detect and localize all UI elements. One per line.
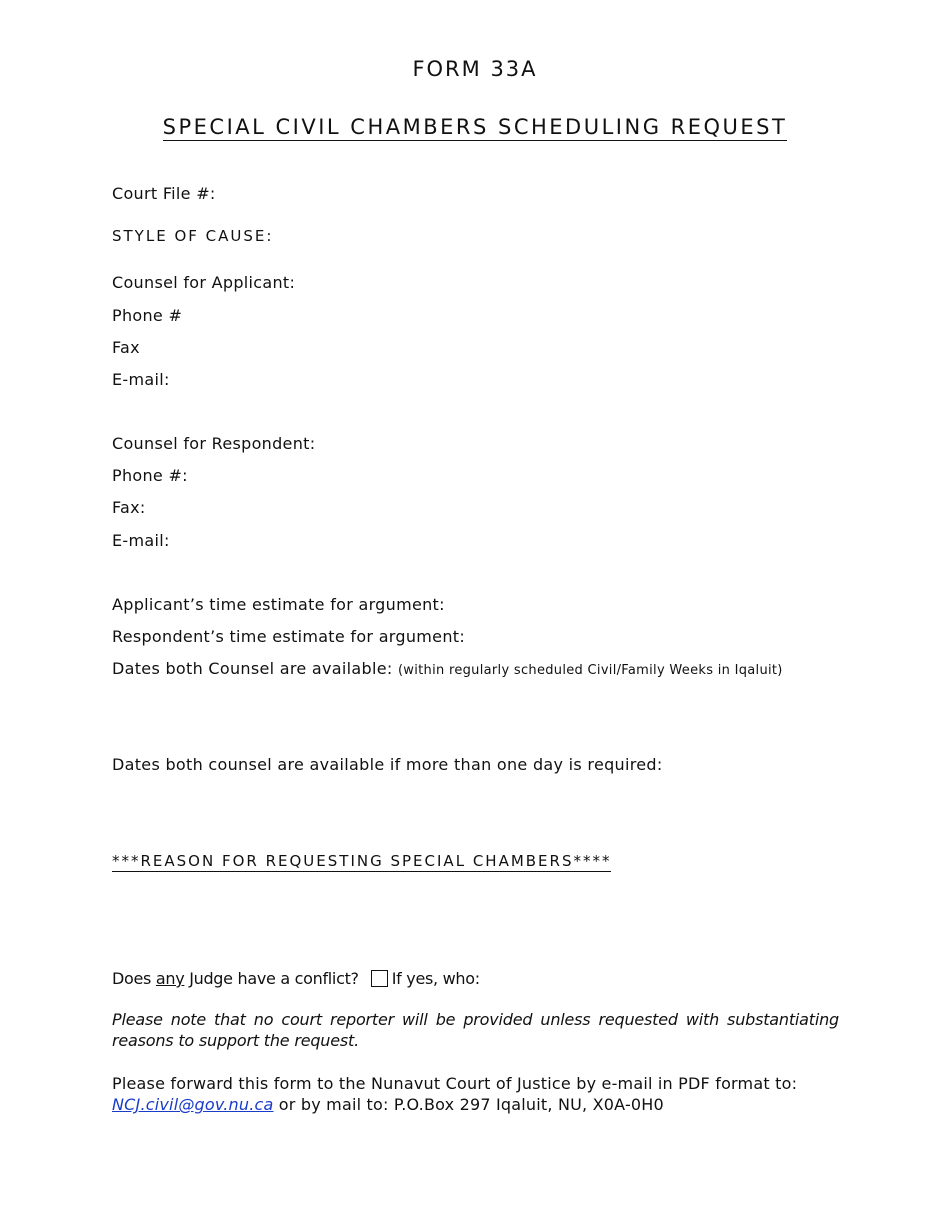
applicant-fax-label: Fax — [112, 338, 140, 357]
respondent-counsel-label: Counsel for Respondent: — [112, 434, 316, 453]
court-file-label: Court File #: — [112, 184, 216, 203]
page-title — [0, 115, 950, 139]
conflict-checkbox[interactable] — [371, 970, 388, 987]
form-number: FORM 33A — [412, 57, 538, 81]
forward-instructions — [112, 1073, 839, 1115]
respondent-phone-label: Phone #: — [112, 466, 188, 485]
applicant-email-label: E-mail: — [112, 370, 170, 389]
dates-available-row — [112, 659, 783, 678]
conflict-question-start: Does — [112, 969, 156, 988]
conflict-followup-label: If yes, who: — [391, 969, 480, 988]
respondent-email-label: E-mail: — [112, 531, 170, 550]
reason-heading — [112, 852, 611, 870]
forward-text: Please forward this form to the Nunavut Court of Justice by e-mail in PDF format to: — [112, 1074, 798, 1093]
conflict-question-row — [112, 969, 480, 988]
dates-available-label: Dates both Counsel are available: — [112, 659, 393, 678]
dates-multi-day-label: Dates both counsel are available if more than one day is required: — [112, 755, 663, 774]
court-reporter-note: Please note that no court reporter will be provided unless requested with substantiating reasons to support the request. — [112, 1010, 839, 1050]
respondent-fax-label: Fax: — [112, 498, 146, 517]
conflict-question-emphasis: any — [155, 969, 185, 988]
reason-heading-text: ***REASON FOR REQUESTING SPECIAL CHAMBERS**** — [112, 852, 612, 870]
style-of-cause-label: STYLE OF CAUSE: — [112, 227, 274, 245]
mail-address-text: or by mail to: P.O.Box 297 Iqaluit, NU, X0A-0H0 — [273, 1095, 664, 1114]
applicant-phone-label: Phone # — [112, 306, 183, 325]
applicant-counsel-label: Counsel for Applicant: — [112, 273, 296, 292]
page-title-text: SPECIAL CIVIL CHAMBERS SCHEDULING REQUEST — [162, 115, 788, 139]
applicant-time-estimate-label: Applicant’s time estimate for argument: — [112, 595, 445, 614]
conflict-question-end: Judge have a conflict? — [184, 969, 359, 988]
respondent-time-estimate-label: Respondent’s time estimate for argument: — [112, 627, 466, 646]
dates-available-note: (within regularly scheduled Civil/Family Weeks in Iqaluit) — [397, 663, 783, 678]
email-link[interactable]: NCJ.civil@gov.nu.ca — [112, 1095, 274, 1114]
